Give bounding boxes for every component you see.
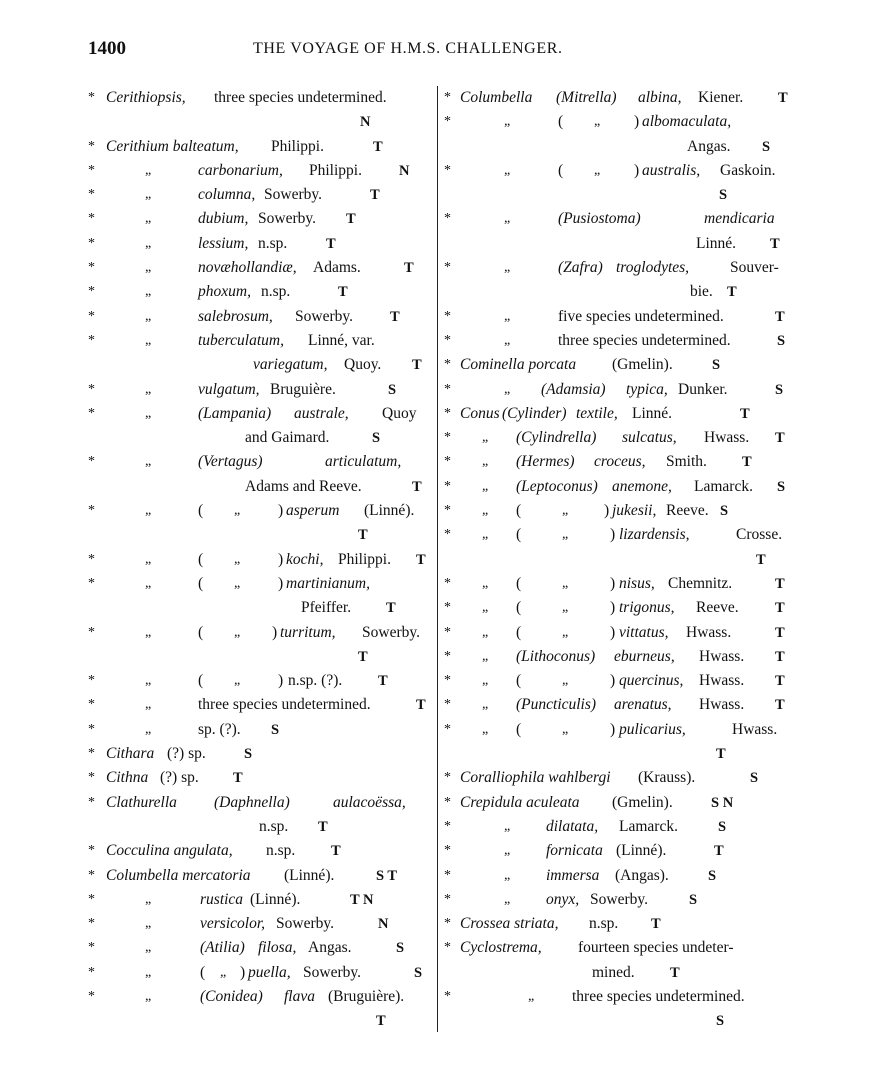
list-item: mined. T <box>592 963 680 981</box>
list-item: T <box>358 648 368 665</box>
list-item: Linné. T <box>696 234 780 252</box>
list-item: * „ fornicata (Linné). T <box>444 842 724 860</box>
list-item: * Cerithium balteatum, Philippi. T <box>88 137 383 155</box>
list-item: * „ ( „ ) puella, Sowerby. S <box>88 963 423 981</box>
list-item: * „ ( „ ) asperum (Linné). <box>88 502 415 520</box>
column-divider <box>437 86 438 1032</box>
list-item: * „ ( „ ) n.sp. (?). T <box>88 672 388 690</box>
running-title: THE VOYAGE OF H.M.S. CHALLENGER. <box>253 40 563 57</box>
list-item: * „ immersa (Angas). S <box>444 866 717 884</box>
list-item: * „ rustica (Linné). T N <box>88 890 374 908</box>
list-item: * „ three species undetermined. S <box>444 331 786 349</box>
list-item: * „ lessium, n.sp. T <box>88 234 336 252</box>
list-item: * Cerithiopsis, three species undetermined. <box>88 89 387 106</box>
list-item: * „ ( „ ) pulicarius, Hwass. <box>444 720 778 738</box>
list-item: * „ (Lampania) australe, Quoy <box>88 404 417 422</box>
list-item: * „ (Leptoconus) anemone, Lamarck. S <box>444 477 786 495</box>
list-item: * „ ( „ ) nisus, Chemnitz. T <box>444 574 785 592</box>
list-item: N <box>360 114 371 131</box>
list-item: * „ dubium, Sowerby. T <box>88 210 356 228</box>
list-item: * „ columna, Sowerby. T <box>88 186 380 204</box>
list-item: * Cyclostrema, fourteen species undeter- <box>444 939 734 957</box>
list-item: Angas. S <box>687 137 771 155</box>
page-number: 1400 <box>88 38 126 59</box>
list-item: n.sp. T <box>259 817 328 835</box>
list-item: * „ (Pusiostoma) mendicaria <box>444 210 775 228</box>
list-item: * „ ( „ ) martinianum, <box>88 574 370 592</box>
list-item: T <box>376 1013 386 1030</box>
list-item: * „ ( „ ) lizardensis, Crosse. <box>444 526 783 544</box>
list-item: * „ dilatata, Lamarck. S <box>444 817 727 835</box>
list-item: and Gaimard. S <box>245 429 381 447</box>
list-item: * „ salebrosum, Sowerby. T <box>88 307 400 325</box>
list-item: variegatum, Quoy. T <box>253 356 422 374</box>
list-item: * Columbella mercatoria (Linné). S T <box>88 866 398 884</box>
list-item: * „ (Vertagus) articulatum, <box>88 453 402 471</box>
list-item: * Cithara (?) sp. S <box>88 745 253 763</box>
list-item: * „ ( „ ) australis, Gaskoin. <box>444 161 776 179</box>
right-column <box>444 86 794 1034</box>
list-item: T <box>716 746 726 763</box>
list-item: * Clathurella (Daphnella) aulacoëssa, <box>88 793 406 811</box>
left-column <box>88 86 433 1034</box>
list-item: * Cithna (?) sp. T <box>88 769 243 787</box>
list-item: * Conus (Cylinder) textile, Linné. T <box>444 404 750 422</box>
list-item: Pfeiffer. T <box>301 599 396 617</box>
list-item: * Cominella porcata (Gmelin). S <box>444 356 721 374</box>
list-item: * „ (Adamsia) typica, Dunker. S <box>444 380 784 398</box>
list-item: * Columbella (Mitrella) albina, Kiener. T <box>444 89 788 106</box>
list-item: * „ three species undetermined. T <box>88 696 426 714</box>
list-item: * Crossea striata, n.sp. T <box>444 915 661 933</box>
list-item: * „ ( „ ) kochi, Philippi. T <box>88 550 426 568</box>
list-item: * „ (Cylindrella) sulcatus, Hwass. T <box>444 429 785 447</box>
list-item: * „ onyx, Sowerby. S <box>444 890 698 908</box>
list-item: bie. T <box>690 283 737 301</box>
list-item: * „ phoxum, n.sp. T <box>88 283 348 301</box>
list-item: * „ versicolor, Sowerby. N <box>88 915 389 933</box>
list-item: * „ vulgatum, Bruguière. S <box>88 380 397 398</box>
list-item: * „ ( „ ) albomaculata, <box>444 113 732 131</box>
list-item: * „ (Atilia) filosa, Angas. S <box>88 939 405 957</box>
list-item: * „ (Hermes) croceus, Smith. T <box>444 453 752 471</box>
list-item: * „ ( „ ) turritum, Sowerby. <box>88 623 420 641</box>
list-item: * „ sp. (?). S <box>88 720 280 738</box>
list-item: * „ tuberculatum, Linné, var. <box>88 331 375 349</box>
page-header <box>0 38 880 64</box>
list-item: * Cocculina angulata, n.sp. T <box>88 842 341 860</box>
list-item: * „ (Zafra) troglodytes, Souver- <box>444 259 779 277</box>
list-item: * „ ( „ ) vittatus, Hwass. T <box>444 623 785 641</box>
list-item: * „ ( „ ) jukesii, Reeve. S <box>444 502 729 520</box>
list-item: S <box>719 187 728 204</box>
list-item: * „ ( „ ) trigonus, Reeve. T <box>444 599 785 617</box>
list-item: * „ ( „ ) quercinus, Hwass. T <box>444 672 785 690</box>
list-item: T <box>756 551 766 568</box>
list-item: * „ three species undetermined. <box>444 987 745 1005</box>
list-item: Adams and Reeve. T <box>245 477 422 495</box>
list-item: * „ (Conidea) flava (Bruguière). <box>88 987 405 1005</box>
list-item: * Crepidula aculeata (Gmelin). S N <box>444 793 734 811</box>
list-item: S <box>716 1013 725 1030</box>
list-item: * „ carbonarium, Philippi. N <box>88 161 410 179</box>
list-item: * „ (Lithoconus) eburneus, Hwass. T <box>444 647 785 665</box>
list-item: * „ novæhollandiæ, Adams. T <box>88 259 414 277</box>
list-item: * „ (Puncticulis) arenatus, Hwass. T <box>444 696 785 714</box>
list-item: * „ five species undetermined. T <box>444 307 785 325</box>
list-item: * Coralliophila wahlbergi (Krauss). S <box>444 769 759 787</box>
list-item: T <box>358 527 368 544</box>
